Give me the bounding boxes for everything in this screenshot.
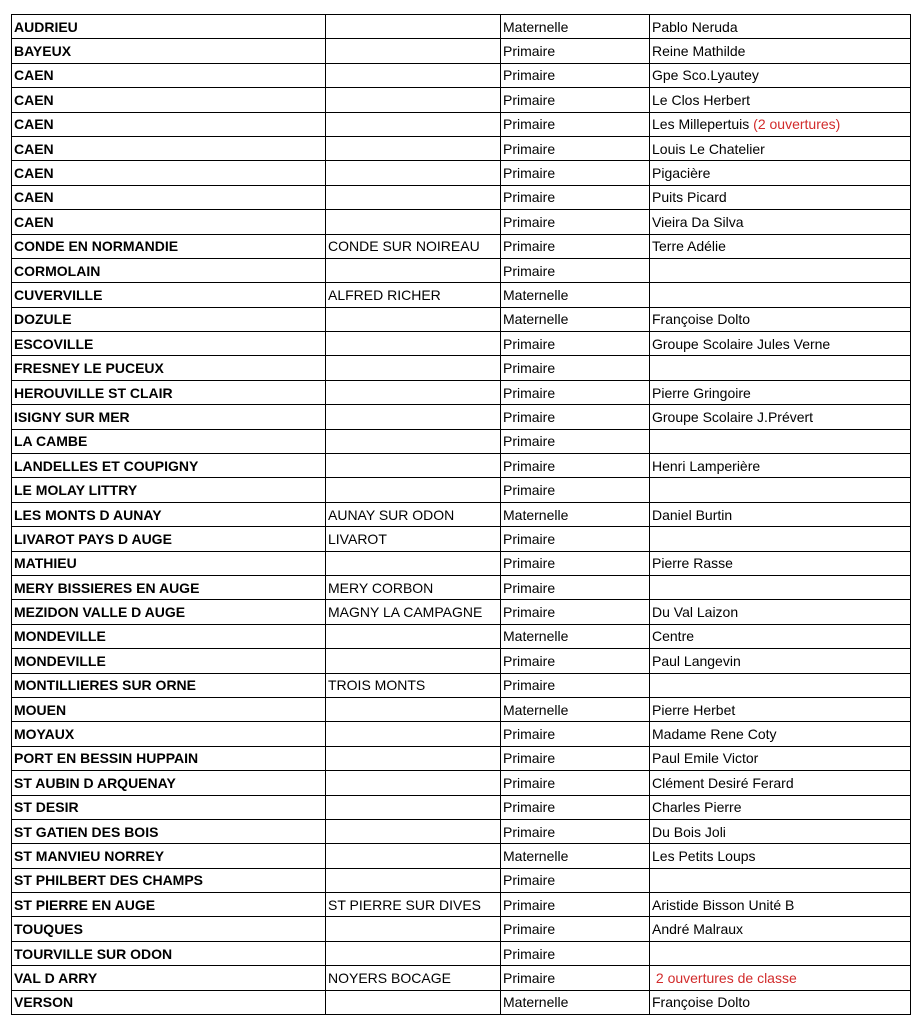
school-type-cell: Primaire [501,941,650,965]
table-row [12,697,911,721]
locality-cell [326,844,501,868]
school-name-cell [650,429,911,453]
commune-cell: MOUEN [12,697,326,721]
table-row [12,624,911,648]
school-name: Henri Lamperière [652,457,761,474]
school-name-cell [650,136,911,160]
table-row [12,673,911,697]
school-type-cell: Primaire [501,234,650,258]
school-name-cell [650,283,911,307]
school-name: André Malraux [652,921,744,938]
table-row [12,917,911,941]
locality-cell [326,697,501,721]
school-type-cell: Maternelle [501,502,650,526]
school-type-cell: Primaire [501,454,650,478]
table-row [12,356,911,380]
school-name-cell [650,600,911,624]
commune-cell: CONDE EN NORMANDIE [12,234,326,258]
school-name: Vieira Da Silva [652,213,744,230]
locality-cell [326,112,501,136]
school-name-cell [650,771,911,795]
locality-cell [326,63,501,87]
school-name-cell [650,966,911,990]
locality-cell [326,478,501,502]
school-type-cell: Maternelle [501,697,650,721]
commune-cell: CUVERVILLE [12,283,326,307]
school-type-cell: Primaire [501,356,650,380]
commune-cell: TOURVILLE SUR ODON [12,941,326,965]
school-name-cell [650,697,911,721]
commune-cell: ST PHILBERT DES CHAMPS [12,868,326,892]
school-name: Clément Desiré Ferard [652,774,794,791]
school-type-cell: Primaire [501,478,650,502]
locality-cell [326,185,501,209]
table-row [12,307,911,331]
school-name-cell [650,161,911,185]
commune-cell: CAEN [12,136,326,160]
school-name-cell [650,185,911,209]
school-type-cell: Primaire [501,868,650,892]
school-type-cell: Primaire [501,722,650,746]
locality-cell [326,551,501,575]
school-name-cell [650,746,911,770]
table-row [12,551,911,575]
commune-cell: CAEN [12,112,326,136]
school-name-cell [650,332,911,356]
school-name: Pierre Herbet [652,701,736,718]
locality-cell: CONDE SUR NOIREAU [326,234,501,258]
table-row [12,161,911,185]
table-row [12,234,911,258]
school-name-cell [650,210,911,234]
school-name: Reine Mathilde [652,43,746,60]
commune-cell: CAEN [12,161,326,185]
school-name-cell [650,63,911,87]
school-name-cell [650,234,911,258]
locality-cell [326,454,501,478]
commune-cell: TOUQUES [12,917,326,941]
school-name-cell [650,527,911,551]
commune-cell: MOYAUX [12,722,326,746]
table-row [12,136,911,160]
school-type-cell: Maternelle [501,990,650,1014]
school-type-cell: Primaire [501,649,650,673]
school-type-cell: Primaire [501,161,650,185]
locality-cell [326,405,501,429]
school-type-cell: Primaire [501,112,650,136]
school-name: Les Petits Loups [652,847,756,864]
school-name: Paul Emile Victor [652,750,759,767]
school-type-cell: Primaire [501,88,650,112]
table-row [12,454,911,478]
table-row [12,819,911,843]
school-type-cell: Maternelle [501,15,650,39]
school-name: Gpe Sco.Lyautey [652,67,759,84]
locality-cell: MERY CORBON [326,575,501,599]
table-row [12,405,911,429]
commune-cell: AUDRIEU [12,15,326,39]
locality-cell [326,210,501,234]
school-name-cell [650,454,911,478]
school-name-cell [650,405,911,429]
commune-cell: MONDEVILLE [12,649,326,673]
school-name: Du Val Laizon [652,604,739,621]
school-name: Groupe Scolaire Jules Verne [652,335,831,352]
locality-cell [326,722,501,746]
school-name-cell [650,941,911,965]
school-name: Charles Pierre [652,799,742,816]
school-name-cell [650,112,911,136]
school-type-cell: Primaire [501,819,650,843]
table-row [12,990,911,1014]
table-row [12,380,911,404]
school-name-cell [650,39,911,63]
locality-cell [326,771,501,795]
table-row [12,868,911,892]
class-opening-note: (2 ouvertures) [753,116,841,133]
commune-cell: MONTILLIERES SUR ORNE [12,673,326,697]
school-name: Les Millepertuis [652,116,750,133]
school-name-cell [650,502,911,526]
table-row [12,771,911,795]
locality-cell: LIVAROT [326,527,501,551]
commune-cell: ESCOVILLE [12,332,326,356]
school-type-cell: Primaire [501,771,650,795]
table-row [12,893,911,917]
commune-cell: VERSON [12,990,326,1014]
locality-cell [326,917,501,941]
school-name: Madame Rene Coty [652,726,777,743]
locality-cell [326,990,501,1014]
locality-cell [326,746,501,770]
locality-cell [326,819,501,843]
table-row [12,258,911,282]
locality-cell [326,795,501,819]
locality-cell [326,307,501,331]
school-name-cell [650,258,911,282]
school-type-cell: Primaire [501,673,650,697]
school-name: Louis Le Chatelier [652,140,765,157]
school-name: Groupe Scolaire J.Prévert [652,408,814,425]
school-name: Françoise Dolto [652,994,751,1011]
school-type-cell: Maternelle [501,307,650,331]
school-name-cell [650,356,911,380]
school-name: Le Clos Herbert [652,91,751,108]
commune-cell: MATHIEU [12,551,326,575]
locality-cell [326,380,501,404]
commune-cell: CAEN [12,210,326,234]
table-row [12,600,911,624]
school-type-cell: Maternelle [501,844,650,868]
table-row [12,429,911,453]
school-name: Du Bois Joli [652,823,726,840]
school-type-cell: Primaire [501,429,650,453]
locality-cell: MAGNY LA CAMPAGNE [326,600,501,624]
table-row [12,746,911,770]
table-row [12,722,911,746]
table-row [12,88,911,112]
commune-cell: CAEN [12,88,326,112]
school-type-cell: Primaire [501,917,650,941]
locality-cell [326,429,501,453]
locality-cell [326,868,501,892]
school-type-cell: Primaire [501,527,650,551]
table-row [12,575,911,599]
school-name-cell [650,551,911,575]
table-row [12,527,911,551]
locality-cell [326,15,501,39]
school-type-cell: Primaire [501,893,650,917]
school-name-cell [650,575,911,599]
commune-cell: MONDEVILLE [12,624,326,648]
school-name-cell [650,868,911,892]
commune-cell: MERY BISSIERES EN AUGE [12,575,326,599]
school-name-cell [650,795,911,819]
school-type-cell: Maternelle [501,624,650,648]
school-type-cell: Primaire [501,332,650,356]
locality-cell [326,39,501,63]
school-name-cell [650,307,911,331]
table-row [12,112,911,136]
school-name-cell [650,624,911,648]
schools-table-body [12,15,911,1015]
school-name-cell [650,649,911,673]
schools-table [11,14,911,1015]
commune-cell: CAEN [12,185,326,209]
school-type-cell: Primaire [501,600,650,624]
school-type-cell: Primaire [501,185,650,209]
school-type-cell: Primaire [501,405,650,429]
school-name: Françoise Dolto [652,311,751,328]
locality-cell: ST PIERRE SUR DIVES [326,893,501,917]
commune-cell: ST GATIEN DES BOIS [12,819,326,843]
school-name-cell [650,819,911,843]
school-name-cell [650,917,911,941]
table-row [12,649,911,673]
commune-cell: ST DESIR [12,795,326,819]
table-row [12,332,911,356]
commune-cell: CAEN [12,63,326,87]
school-type-cell: Primaire [501,136,650,160]
school-name-cell [650,893,911,917]
table-row [12,283,911,307]
commune-cell: LE MOLAY LITTRY [12,478,326,502]
school-name: Terre Adélie [652,238,726,255]
school-name-cell [650,15,911,39]
school-type-cell: Primaire [501,795,650,819]
school-name: Pigacière [652,165,711,182]
commune-cell: LA CAMBE [12,429,326,453]
commune-cell: LANDELLES ET COUPIGNY [12,454,326,478]
school-type-cell: Primaire [501,63,650,87]
commune-cell: DOZULE [12,307,326,331]
school-type-cell: Primaire [501,746,650,770]
table-row [12,844,911,868]
school-name: Daniel Burtin [652,506,733,523]
commune-cell: CORMOLAIN [12,258,326,282]
school-type-cell: Maternelle [501,283,650,307]
table-row [12,210,911,234]
school-name: Centre [652,628,695,645]
commune-cell: LES MONTS D AUNAY [12,502,326,526]
locality-cell: NOYERS BOCAGE [326,966,501,990]
school-name: Pierre Rasse [652,555,733,572]
school-name: Pierre Gringoire [652,384,751,401]
school-type-cell: Primaire [501,966,650,990]
school-type-cell: Primaire [501,258,650,282]
school-name-cell [650,722,911,746]
class-opening-note: 2 ouvertures de classe [655,969,797,986]
locality-cell [326,332,501,356]
commune-cell: ST MANVIEU NORREY [12,844,326,868]
table-row [12,502,911,526]
table-row [12,795,911,819]
locality-cell [326,941,501,965]
locality-cell [326,161,501,185]
school-name-cell [650,844,911,868]
locality-cell [326,624,501,648]
locality-cell [326,649,501,673]
school-type-cell: Primaire [501,39,650,63]
commune-cell: PORT EN BESSIN HUPPAIN [12,746,326,770]
commune-cell: BAYEUX [12,39,326,63]
table-row [12,15,911,39]
locality-cell: AUNAY SUR ODON [326,502,501,526]
school-name: Pablo Neruda [652,18,738,35]
locality-cell [326,258,501,282]
table-row [12,39,911,63]
commune-cell: ST AUBIN D ARQUENAY [12,771,326,795]
commune-cell: ST PIERRE EN AUGE [12,893,326,917]
commune-cell: LIVAROT PAYS D AUGE [12,527,326,551]
school-name-cell [650,88,911,112]
table-row [12,966,911,990]
table-row [12,63,911,87]
school-type-cell: Primaire [501,551,650,575]
commune-cell: VAL D ARRY [12,966,326,990]
commune-cell: MEZIDON VALLE D AUGE [12,600,326,624]
table-row [12,478,911,502]
locality-cell: TROIS MONTS [326,673,501,697]
commune-cell: HEROUVILLE ST CLAIR [12,380,326,404]
locality-cell [326,136,501,160]
school-name-cell [650,478,911,502]
school-name: Paul Langevin [652,652,741,669]
school-type-cell: Primaire [501,575,650,599]
school-name-cell [650,990,911,1014]
locality-cell: ALFRED RICHER [326,283,501,307]
school-name-cell [650,380,911,404]
school-name-cell [650,673,911,697]
school-type-cell: Primaire [501,380,650,404]
commune-cell: ISIGNY SUR MER [12,405,326,429]
locality-cell [326,356,501,380]
commune-cell: FRESNEY LE PUCEUX [12,356,326,380]
locality-cell [326,88,501,112]
school-type-cell: Primaire [501,210,650,234]
school-name: Puits Picard [652,189,727,206]
table-row [12,185,911,209]
school-name: Aristide Bisson Unité B [652,896,795,913]
table-row [12,941,911,965]
